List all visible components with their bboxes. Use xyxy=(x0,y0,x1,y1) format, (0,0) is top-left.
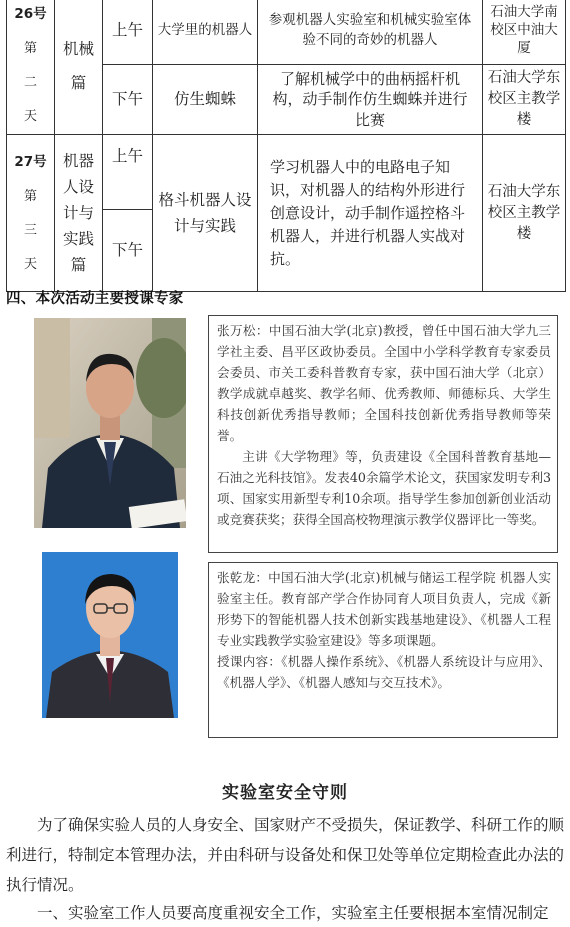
section-heading: 四、本次活动主要授课专家 xyxy=(6,291,184,307)
content-text: 了解机械学中的曲柄摇杆机构，动手制作仿生蜘蛛并进行比赛 xyxy=(272,69,468,129)
expert-photo-2 xyxy=(42,552,178,718)
date-day: 第三天 xyxy=(23,188,37,272)
table-row xyxy=(7,135,566,210)
location-cell xyxy=(483,64,566,134)
table-row xyxy=(7,0,566,64)
theme-label: 机器人设计与实践篇 xyxy=(62,152,94,274)
topic-cell: 仿生蜘蛛 xyxy=(153,64,258,134)
theme-cell xyxy=(55,135,103,292)
paragraph-text: 为了确保实验人员的人身安全、国家财产不受损失，保证教学、科研工作的顺利进行，特制定本管理办法，并由科研与设备处和保卫处等单位定期检查此办法的执行情况。 xyxy=(6,816,565,894)
expert-bio-1 xyxy=(208,315,558,553)
content-text: 学习机器人中的电路电子知识，对机器人的结构外形进行创意设计，动手制作遥控格斗机器人，并进行机器人实战对抗。 xyxy=(270,157,466,268)
period-cell: 上午 xyxy=(103,0,153,64)
topic-cell xyxy=(153,135,258,292)
location-text: 石油大学南校区中油大厦 xyxy=(490,4,558,57)
body-paragraph xyxy=(6,810,564,900)
content-cell xyxy=(258,64,483,134)
date-number: 26号 xyxy=(14,6,47,22)
portrait-image xyxy=(42,552,178,718)
schedule-table xyxy=(6,0,566,292)
location-text: 石油大学东校区主教学楼 xyxy=(487,69,561,128)
content-cell xyxy=(258,135,483,292)
bio-paragraph: 张万松：中国石油大学(北京)教授，曾任中国石油大学九三学社主委、昌平区政协委员。全国中小学科学教育专家委员会委员、市关工委科普教育专家，获中国石油大学（北京）教学成就卓越奖、教学名师、优秀教师、师德标兵、大学生科技创新优秀指导教师；全国科技创新优秀指导教师等荣誉。 xyxy=(217,323,551,443)
document-title: 实验室安全守则 xyxy=(222,783,348,803)
expert-bio-2 xyxy=(208,562,558,738)
bio-paragraph: 张乾龙：中国石油大学(北京)机械与储运工程学院 机器人实验室主任。教育部产学合作协同育人项目负责人，完成《新形势下的智能机器人技术创新实践基地建设》、《机器人工程专业实践教学实验室建设》等多项课题。 xyxy=(217,570,551,648)
bio-paragraph: 授课内容：《机器人操作系统》、《机器人系统设计与应用》、《机器人学》、《机器人感知与交互技术》。 xyxy=(217,654,551,690)
expert-photo-1 xyxy=(34,318,186,528)
location-text: 石油大学东校区主教学楼 xyxy=(487,183,561,242)
body-paragraph xyxy=(6,898,564,927)
topic-text: 格斗机器人设计与实践 xyxy=(158,191,252,235)
date-number: 27号 xyxy=(14,153,47,170)
paragraph-text: 一、实验室工作人员要高度重视安全工作，实验室主任要根据本室情况制定 xyxy=(37,904,549,922)
period-cell: 下午 xyxy=(103,210,153,292)
content-cell xyxy=(258,0,483,64)
date-cell xyxy=(7,0,55,135)
date-cell xyxy=(7,135,55,292)
location-cell xyxy=(483,135,566,292)
bio-paragraph: 主讲《大学物理》等，负责建设《全国科普教育基地—石油之光科技馆》。发表40余篇学术论文，获国家发明专利3项、国家实用新型专利10余项。指导学生参加创新创业活动或竞赛获奖；获得全国高校物理演示教学仪器评比一等奖。 xyxy=(217,449,551,527)
portrait-image xyxy=(34,318,186,528)
theme-label: 机械篇 xyxy=(62,39,94,92)
theme-cell xyxy=(55,0,103,135)
location-cell xyxy=(483,0,566,64)
topic-cell: 大学里的机器人 xyxy=(153,0,258,64)
period-cell: 下午 xyxy=(103,64,153,134)
content-text: 参观机器人实验室和机械实验室体验不同的奇妙的机器人 xyxy=(268,12,472,49)
date-day: 第二天 xyxy=(23,41,37,124)
period-cell: 上午 xyxy=(103,135,153,210)
